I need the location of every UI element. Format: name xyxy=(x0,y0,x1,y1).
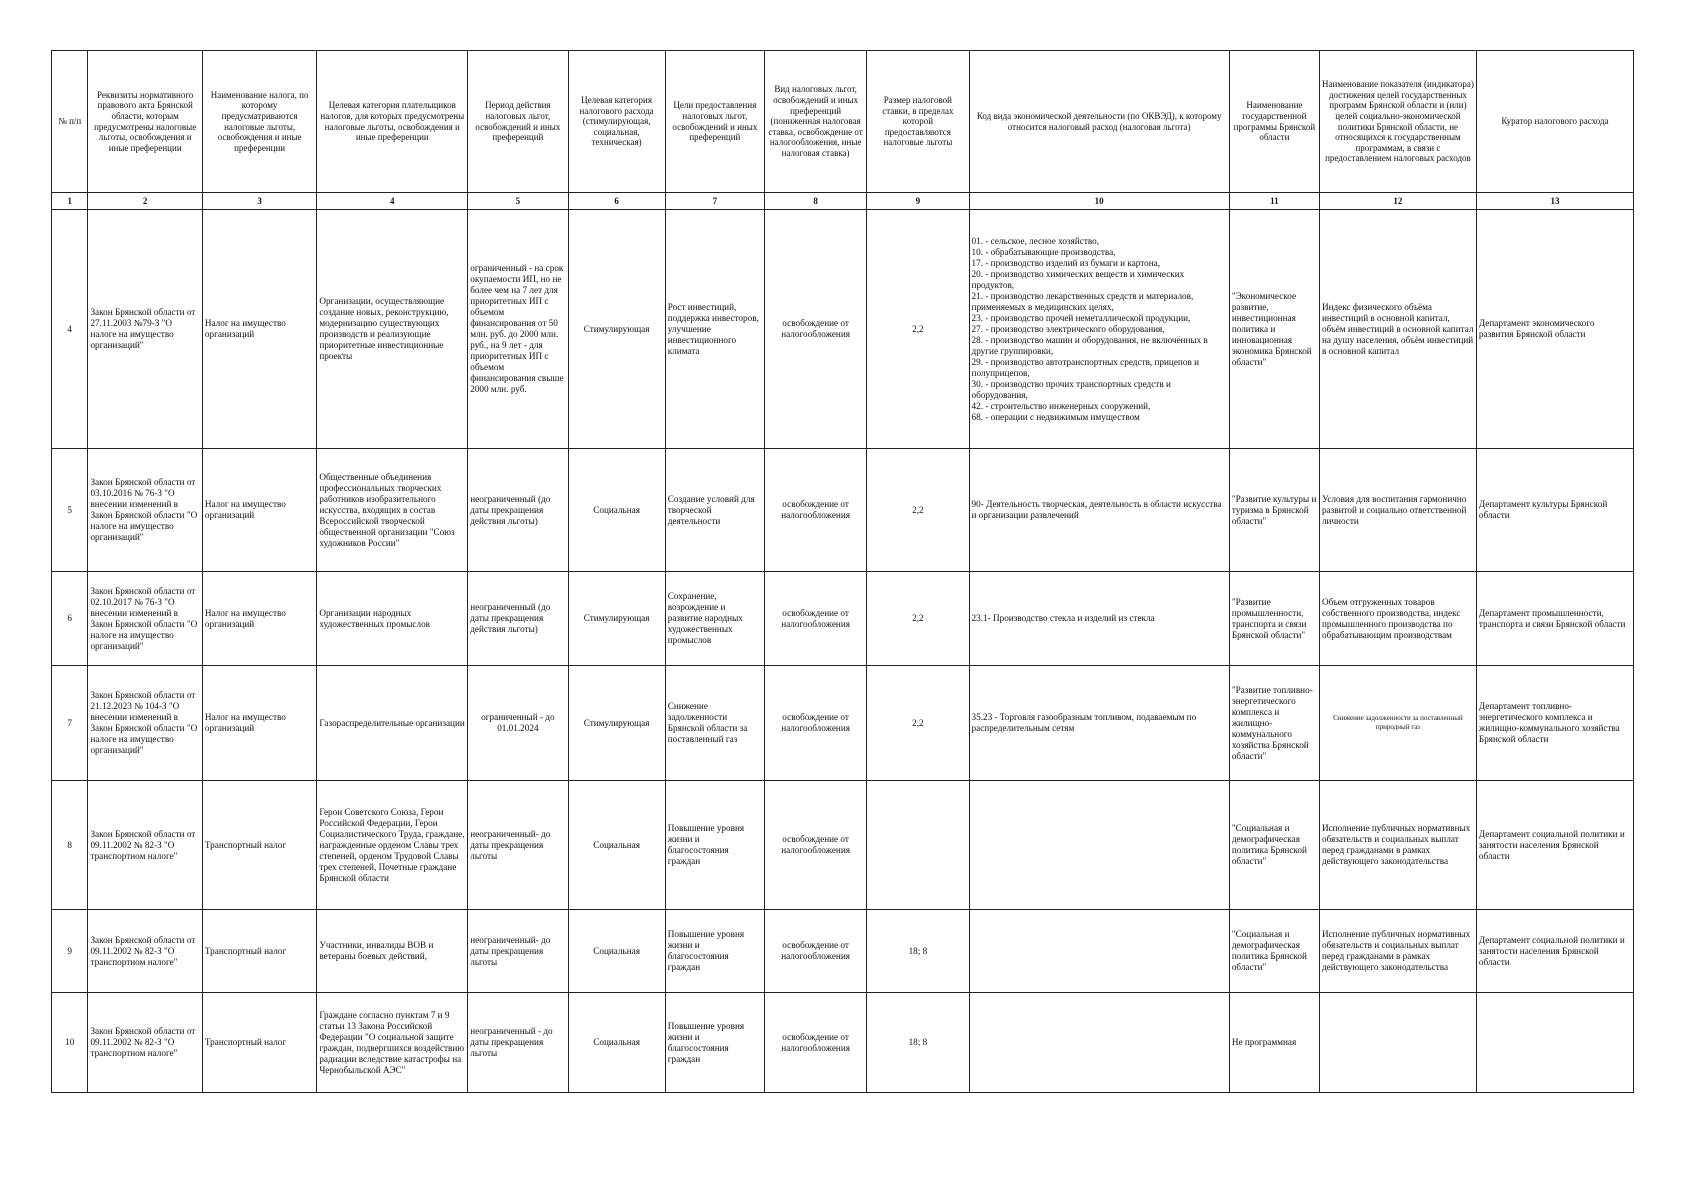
header-row xyxy=(52,51,1634,193)
row-num: 10 xyxy=(52,993,88,1093)
row-period: неограниченный - до даты прекращения льготы xyxy=(468,993,568,1093)
row-indicator: Исполнение публичных нормативных обязательств и социальных выплат перед гражданами в рамках действующего законодательства xyxy=(1319,910,1476,993)
row-category: Организации народных художественных промыслов xyxy=(317,572,468,666)
row-act: Закон Брянской области от 09.11.2002 № 82-З "О транспортном налоге" xyxy=(88,993,202,1093)
row-period: ограниченный - до 01.01.2024 xyxy=(468,666,568,781)
row-okved xyxy=(969,210,1229,449)
okved-line: 28. - производство машин и оборудования, не включённых в другие группировки, xyxy=(971,334,1208,356)
col-number: 10 xyxy=(969,193,1229,210)
row-num: 6 xyxy=(52,572,88,666)
row-program: "Развитие культуры и туризма в Брянской области" xyxy=(1229,449,1319,572)
row-num: 7 xyxy=(52,666,88,781)
table-row xyxy=(52,666,1634,781)
row-curator: Департамент экономического развития Брянской области xyxy=(1476,210,1633,449)
table-row xyxy=(52,572,1634,666)
column-number-row xyxy=(52,193,1634,210)
okved-line: 35.23 - Торговля газообразным топливом, подаваемым по распределительным сетям xyxy=(971,712,1197,733)
row-curator: Департамент промышленности, транспорта и связи Брянской области xyxy=(1476,572,1633,666)
row-rate: 2,2 xyxy=(867,210,969,449)
row-act: Закон Брянской области от 27.11.2003 №79-З "О налоге на имущество организаций" xyxy=(88,210,202,449)
table-row xyxy=(52,449,1634,572)
row-rate: 2,2 xyxy=(867,666,969,781)
okved-line: 01. - сельское, лесное хозяйство, xyxy=(971,235,1099,246)
row-period: ограниченный - на срок окупаемости ИП, но не более чем на 7 лет для приоритетных ИП с объемом финансирования от 50 млн. руб. до 2000 млн. руб., на 9 лет - для приоритетных ИП с объемом финансирования свыше 2000 млн. руб. xyxy=(468,210,568,449)
row-goal: Сохранение, возрождение и развитие народных художественных промыслов xyxy=(665,572,764,666)
row-curator xyxy=(1476,993,1633,1093)
col-header-goal: Цели предоставления налоговых льгот, освобождений и иных преференций xyxy=(665,51,764,193)
row-kind: освобождение от налогообложения xyxy=(764,993,866,1093)
row-rate: 18; 8 xyxy=(867,993,969,1093)
row-num: 5 xyxy=(52,449,88,572)
row-program: Не программная xyxy=(1229,993,1319,1093)
row-kind: освобождение от налогообложения xyxy=(764,666,866,781)
row-goal: Снижение задолженности Брянской области за поставленный газ xyxy=(665,666,764,781)
col-header-act: Реквизиты нормативного правового акта Брянской области, которым предусмотрены налоговые льготы, освобождения и иные преференции xyxy=(88,51,202,193)
col-number: 7 xyxy=(665,193,764,210)
row-goal: Повышение уровня жизни и благосостояния граждан xyxy=(665,910,764,993)
okved-line: 42. - строительство инженерных сооружений, xyxy=(971,400,1151,411)
col-number: 8 xyxy=(764,193,866,210)
okved-line: 29. - производство автотранспортных средств, прицепов и полуприцепов, xyxy=(971,356,1199,378)
row-kind: освобождение от налогообложения xyxy=(764,910,866,993)
okved-line: 23.1- Производство стекла и изделий из стекла xyxy=(971,613,1155,623)
col-number: 9 xyxy=(867,193,969,210)
row-indicator: Индекс физического объёма инвестиций в основной капитал, объём инвестиций в основной капитал на душу населения, объём инвестиций в основной капитал xyxy=(1319,210,1476,449)
row-kind: освобождение от налогообложения xyxy=(764,449,866,572)
row-indicator: Исполнение публичных нормативных обязательств и социальных выплат перед гражданами в рамках действующего законодательства xyxy=(1319,781,1476,910)
row-indicator xyxy=(1319,993,1476,1093)
tax-expenditures-table-sheet xyxy=(51,50,1634,1093)
row-curator: Департамент социальной политики и занятости населения Брянской области xyxy=(1476,781,1633,910)
row-tax: Транспортный налог xyxy=(202,781,316,910)
row-type: Стимулирующая xyxy=(568,572,665,666)
col-number: 6 xyxy=(568,193,665,210)
row-okved xyxy=(969,572,1229,666)
row-program: "Социальная и демографическая политика Брянской области" xyxy=(1229,910,1319,993)
row-indicator: Условия для воспитания гармонично развитой и социально ответственной личности xyxy=(1319,449,1476,572)
row-goal: Повышение уровня жизни и благосостояния граждан xyxy=(665,781,764,910)
col-header-curator: Куратор налогового расхода xyxy=(1476,51,1633,193)
row-kind: освобождение от налогообложения xyxy=(764,572,866,666)
row-category: Герои Советского Союза, Герои Российской Федерации, Герои Социалистического Труда, граждане, награжденные орденом Славы трех степеней, орденом Трудовой Славы трех степеней, Почетные граждане Брянской области xyxy=(317,781,468,910)
row-kind: освобождение от налогообложения xyxy=(764,781,866,910)
row-act: Закон Брянской области от 09.11.2002 № 82-З "О транспортном налоге" xyxy=(88,781,202,910)
col-number: 4 xyxy=(317,193,468,210)
col-number: 11 xyxy=(1229,193,1319,210)
col-number: 5 xyxy=(468,193,568,210)
row-goal: Повышение уровня жизни и благосостояния граждан xyxy=(665,993,764,1093)
okved-line: 10. - обрабатывающие производства, xyxy=(971,246,1116,257)
row-program: "Экономическое развитие, инвестиционная политика и инновационная экономика Брянской области" xyxy=(1229,210,1319,449)
row-category: Участники, инвалиды ВОВ и ветераны боевых действий, xyxy=(317,910,468,993)
row-tax: Налог на имущество организаций xyxy=(202,210,316,449)
okved-line: 30. - производство прочих транспортных средств и оборудования, xyxy=(971,378,1171,400)
row-category: Организации, осуществляющие создание новых, реконструкцию, модернизацию существующих производств и реализующие приоритетные инвестиционные проекты xyxy=(317,210,468,449)
okved-line: 17. - производство изделий из бумаги и картона, xyxy=(971,257,1161,268)
row-period: неограниченный (до даты прекращения действия льготы) xyxy=(468,572,568,666)
col-number: 1 xyxy=(52,193,88,210)
row-program: "Социальная и демографическая политика Брянской области" xyxy=(1229,781,1319,910)
tax-expenditures-table xyxy=(51,50,1634,1093)
row-act: Закон Брянской области от 02.10.2017 № 76-З "О внесении изменений в Закон Брянской области "О налоге на имущество организаций" xyxy=(88,572,202,666)
row-goal: Рост инвестиций, поддержка инвесторов, улучшение инвестиционного климата xyxy=(665,210,764,449)
row-program: "Развитие промышленности, транспорта и связи Брянской области" xyxy=(1229,572,1319,666)
row-type: Социальная xyxy=(568,449,665,572)
okved-line: 20. - производство химических веществ и химических продуктов, xyxy=(971,268,1185,290)
row-okved xyxy=(969,449,1229,572)
col-number: 13 xyxy=(1476,193,1633,210)
table-row xyxy=(52,210,1634,449)
col-header-rate: Размер налоговой ставки, в пределах которой предоставляются налоговые льготы xyxy=(867,51,969,193)
row-category: Общественные объединения профессиональных творческих работников изобразительного искусства, входящих в состав Всероссийской творческой общественной организации "Союз художников России" xyxy=(317,449,468,572)
row-goal: Создание условий для творческой деятельности xyxy=(665,449,764,572)
row-period: неограниченный- до даты прекращения льготы xyxy=(468,910,568,993)
row-okved xyxy=(969,666,1229,781)
row-tax: Транспортный налог xyxy=(202,993,316,1093)
row-kind: освобождение от налогообложения xyxy=(764,210,866,449)
row-type: Социальная xyxy=(568,993,665,1093)
row-indicator: Снижение задолженности за поставленный природный газ xyxy=(1319,666,1476,781)
row-type: Стимулирующая xyxy=(568,666,665,781)
row-act: Закон Брянской области от 21.12.2023 № 104-З "О внесении изменений в Закон Брянской области "О налоге на имущество организаций" xyxy=(88,666,202,781)
row-tax: Транспортный налог xyxy=(202,910,316,993)
col-number: 12 xyxy=(1319,193,1476,210)
col-header-indicator: Наименование показателя (индикатора) достижения целей государственных программ Брянской области и (или) целей социально-экономической политики Брянской области, не относящихся к государственным программам, в связи с предоставлением налоговых расходов xyxy=(1319,51,1476,193)
col-header-category: Целевая категория плательщиков налогов, для которых предусмотрены налоговые льготы, освобождения и иные преференции xyxy=(317,51,468,193)
row-okved xyxy=(969,910,1229,993)
row-type: Социальная xyxy=(568,781,665,910)
row-category: Граждане согласно пунктам 7 и 9 статьи 13 Закона Российской Федерации "О социальной защите граждан, подвергшихся воздействию радиации вследствие катастрофы на Чернобыльской АЭС" xyxy=(317,993,468,1093)
row-rate: 2,2 xyxy=(867,449,969,572)
row-okved xyxy=(969,781,1229,910)
row-category: Газораспределительные организации xyxy=(317,666,468,781)
row-act: Закон Брянской области от 09.11.2002 № 82-З "О транспортном налоге" xyxy=(88,910,202,993)
row-curator: Департамент топливно-энергетического комплекса и жилищно-коммунального хозяйства Брянской области xyxy=(1476,666,1633,781)
row-num: 8 xyxy=(52,781,88,910)
row-rate: 18; 8 xyxy=(867,910,969,993)
col-header-tax: Наименование налога, по которому предусматриваются налоговые льготы, освобождения и иные преференции xyxy=(202,51,316,193)
okved-line: 23. - производство прочей неметаллической продукции, xyxy=(971,312,1191,323)
col-header-program: Наименование государственной программы Брянской области xyxy=(1229,51,1319,193)
row-period: неограниченный- до даты прекращения льготы xyxy=(468,781,568,910)
row-curator: Департамент социальной политики и занятости населения Брянской области xyxy=(1476,910,1633,993)
col-header-num: № п/п xyxy=(52,51,88,193)
row-okved xyxy=(969,993,1229,1093)
row-tax: Налог на имущество организаций xyxy=(202,449,316,572)
row-rate xyxy=(867,781,969,910)
col-header-okved: Код вида экономической деятельности (по ОКВЭД), к которому относится налоговый расход (налоговая льгота) xyxy=(969,51,1229,193)
col-header-kind: Вид налоговых льгот, освобождений и иных преференций (пониженная налоговая ставка, освобождение от налогообложения, иные налоговая ставка) xyxy=(764,51,866,193)
col-number: 2 xyxy=(88,193,202,210)
okved-line: 21. - производство лекарственных средств и материалов, применяемых в медицинских целях, xyxy=(971,290,1194,312)
okved-line: 68. - операции с недвижимым имуществом xyxy=(971,411,1140,422)
row-num: 4 xyxy=(52,210,88,449)
row-rate: 2,2 xyxy=(867,572,969,666)
okved-line: 27. - производство электрического оборудования, xyxy=(971,323,1165,334)
row-tax: Налог на имущество организаций xyxy=(202,666,316,781)
col-header-period: Период действия налоговых льгот, освобождений и иных преференций xyxy=(468,51,568,193)
row-type: Социальная xyxy=(568,910,665,993)
row-act: Закон Брянской области от 03.10.2016 № 76-З "О внесении изменений в Закон Брянской области "О налоге на имущество организаций" xyxy=(88,449,202,572)
row-program: "Развитие топливно-энергетического комплекса и жилищно-коммунального хозяйства Брянской области" xyxy=(1229,666,1319,781)
row-indicator: Объем отгруженных товаров собственного производства, индекс промышленного производства по обрабатывающим производствам xyxy=(1319,572,1476,666)
table-row xyxy=(52,910,1634,993)
col-header-type: Целевая категория налогового расхода (стимулирующая, социальная, техническая) xyxy=(568,51,665,193)
col-number: 3 xyxy=(202,193,316,210)
row-period: неограниченный (до даты прекращения действия льготы) xyxy=(468,449,568,572)
table-row xyxy=(52,781,1634,910)
row-num: 9 xyxy=(52,910,88,993)
row-curator: Департамент культуры Брянской области xyxy=(1476,449,1633,572)
row-tax: Налог на имущество организаций xyxy=(202,572,316,666)
row-type: Стимулирующая xyxy=(568,210,665,449)
table-row xyxy=(52,993,1634,1093)
okved-line: 90- Деятельность творческая, деятельность в области искусства и организации развлечений xyxy=(971,499,1222,520)
